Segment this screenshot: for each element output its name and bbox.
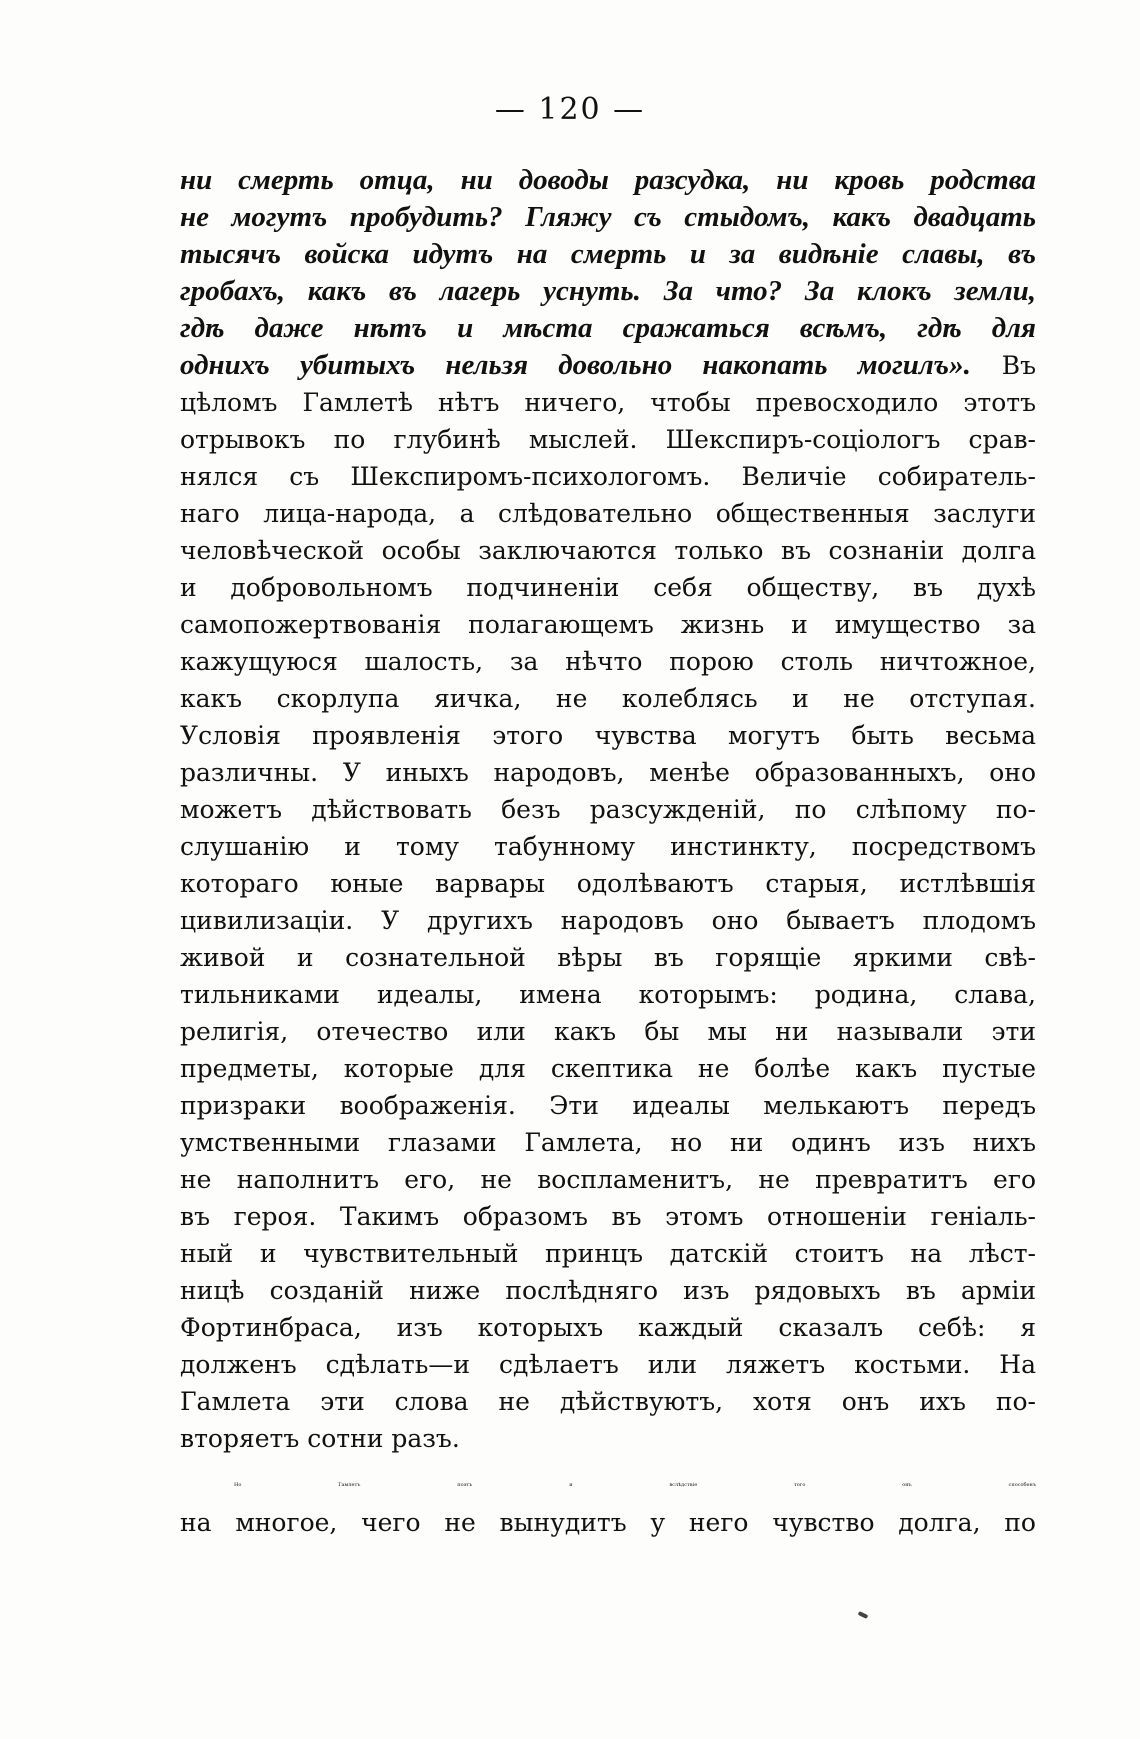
text-line: ный и чувствительный принцъ датскій стоитъ на лѣст- <box>180 1239 1036 1268</box>
text-line: котораго юные варвары одолѣваютъ старыя, истлѣвшія <box>180 869 1036 898</box>
text-line: кажущуюся шалость, за нѣчто порою столь ничтожное, <box>180 647 1036 676</box>
text-line: ницѣ созданій ниже послѣдняго изъ рядовыхъ въ арміи <box>180 1276 1036 1305</box>
body-text <box>180 162 1036 1541</box>
text-line: цѣломъ Гамлетѣ нѣтъ ничего, чтобы превосходило этотъ <box>180 388 1036 417</box>
text-line: умственными глазами Гамлета, но ни одинъ изъ нихъ <box>180 1128 1036 1157</box>
ink-speck <box>858 1611 869 1619</box>
text-line: и добровольномъ подчиненіи себя обществу, въ духѣ <box>180 573 1036 602</box>
text-line: самопожертвованія полагающемъ жизнь и имущество за <box>180 610 1036 639</box>
text-line: живой и сознательной вѣры въ горящіе яркими свѣ- <box>180 943 1036 972</box>
text-line: Условія проявленія этого чувства могутъ быть весьма <box>180 721 1036 750</box>
text-line: призраки воображенія. Эти идеалы мелькаютъ передъ <box>180 1091 1036 1120</box>
text-line: можетъ дѣйствовать безъ разсужденій, по слѣпому по- <box>180 795 1036 824</box>
text-line: на многое, чего не вынудитъ у него чувство долга, по <box>180 1508 1036 1537</box>
text-line: не наполнитъ его, не воспламенитъ, не превратитъ его <box>180 1165 1036 1194</box>
page-number: — 120 — <box>494 92 646 127</box>
text-line: отрывокъ по глубинѣ мыслей. Шекспиръ-соціологъ срав- <box>180 425 1036 454</box>
text-line: цивилизаціи. У другихъ народовъ оно бываетъ плодомъ <box>180 906 1036 935</box>
italic-quote-fragment: однихъ убитыхъ нельзя довольно накопать могилъ». <box>180 349 971 381</box>
text-line: Гамлета эти слова не дѣйствуютъ, хотя онъ ихъ по- <box>180 1387 1036 1416</box>
text-line: наго лица-народа, а слѣдовательно общественныя заслуги <box>180 499 1036 528</box>
text-line: предметы, которые для скептика не болѣе какъ пустые <box>180 1054 1036 1083</box>
text-line: долженъ сдѣлать—и сдѣлаетъ или ляжетъ костьми. На <box>180 1350 1036 1379</box>
text-line: ни смерть отца, ни доводы разсудка, ни кровь родства <box>180 164 1036 196</box>
text-line: Но Гамлетъ поэтъ и вслѣдствіе того онъ способенъ <box>234 1482 1036 1488</box>
text-line: не могутъ пробудить? Гляжу съ стыдомъ, какъ двадцать <box>180 201 1036 233</box>
text-line: различны. У иныхъ народовъ, менѣе образованныхъ, оно <box>180 758 1036 787</box>
text-line: гробахъ, какъ въ лагерь уснуть. За что? За клокъ земли, <box>180 275 1036 307</box>
text-line: въ героя. Такимъ образомъ въ этомъ отношеніи геніаль- <box>180 1202 1036 1231</box>
text-line: тильниками идеалы, имена которымъ: родина, слава, <box>180 980 1036 1009</box>
text-line <box>180 347 1036 384</box>
text-line: какъ скорлупа яичка, не колеблясь и не отступая. <box>180 684 1036 713</box>
text-line: нялся съ Шекспиромъ-психологомъ. Величіе собиратель- <box>180 462 1036 491</box>
text-line: человѣческой особы заключаются только въ сознаніи долга <box>180 536 1036 565</box>
text-line: вторяетъ сотни разъ. <box>180 1424 460 1453</box>
paragraph-2 <box>180 1467 1036 1541</box>
text-line: гдѣ даже нѣтъ и мѣста сражаться всѣмъ, гдѣ для <box>180 312 1036 344</box>
text-line: религія, отечество или какъ бы мы ни называли эти <box>180 1017 1036 1046</box>
text-line: слушанію и тому табунному инстинкту, посредствомъ <box>180 832 1036 861</box>
paragraph-1 <box>180 162 1036 1457</box>
text-line: тысячъ войска идутъ на смерть и за видѣніе славы, въ <box>180 238 1036 270</box>
text-line: Фортинбраса, изъ которыхъ каждый сказалъ себѣ: я <box>180 1313 1036 1342</box>
roman-fragment: Въ <box>970 351 1036 380</box>
